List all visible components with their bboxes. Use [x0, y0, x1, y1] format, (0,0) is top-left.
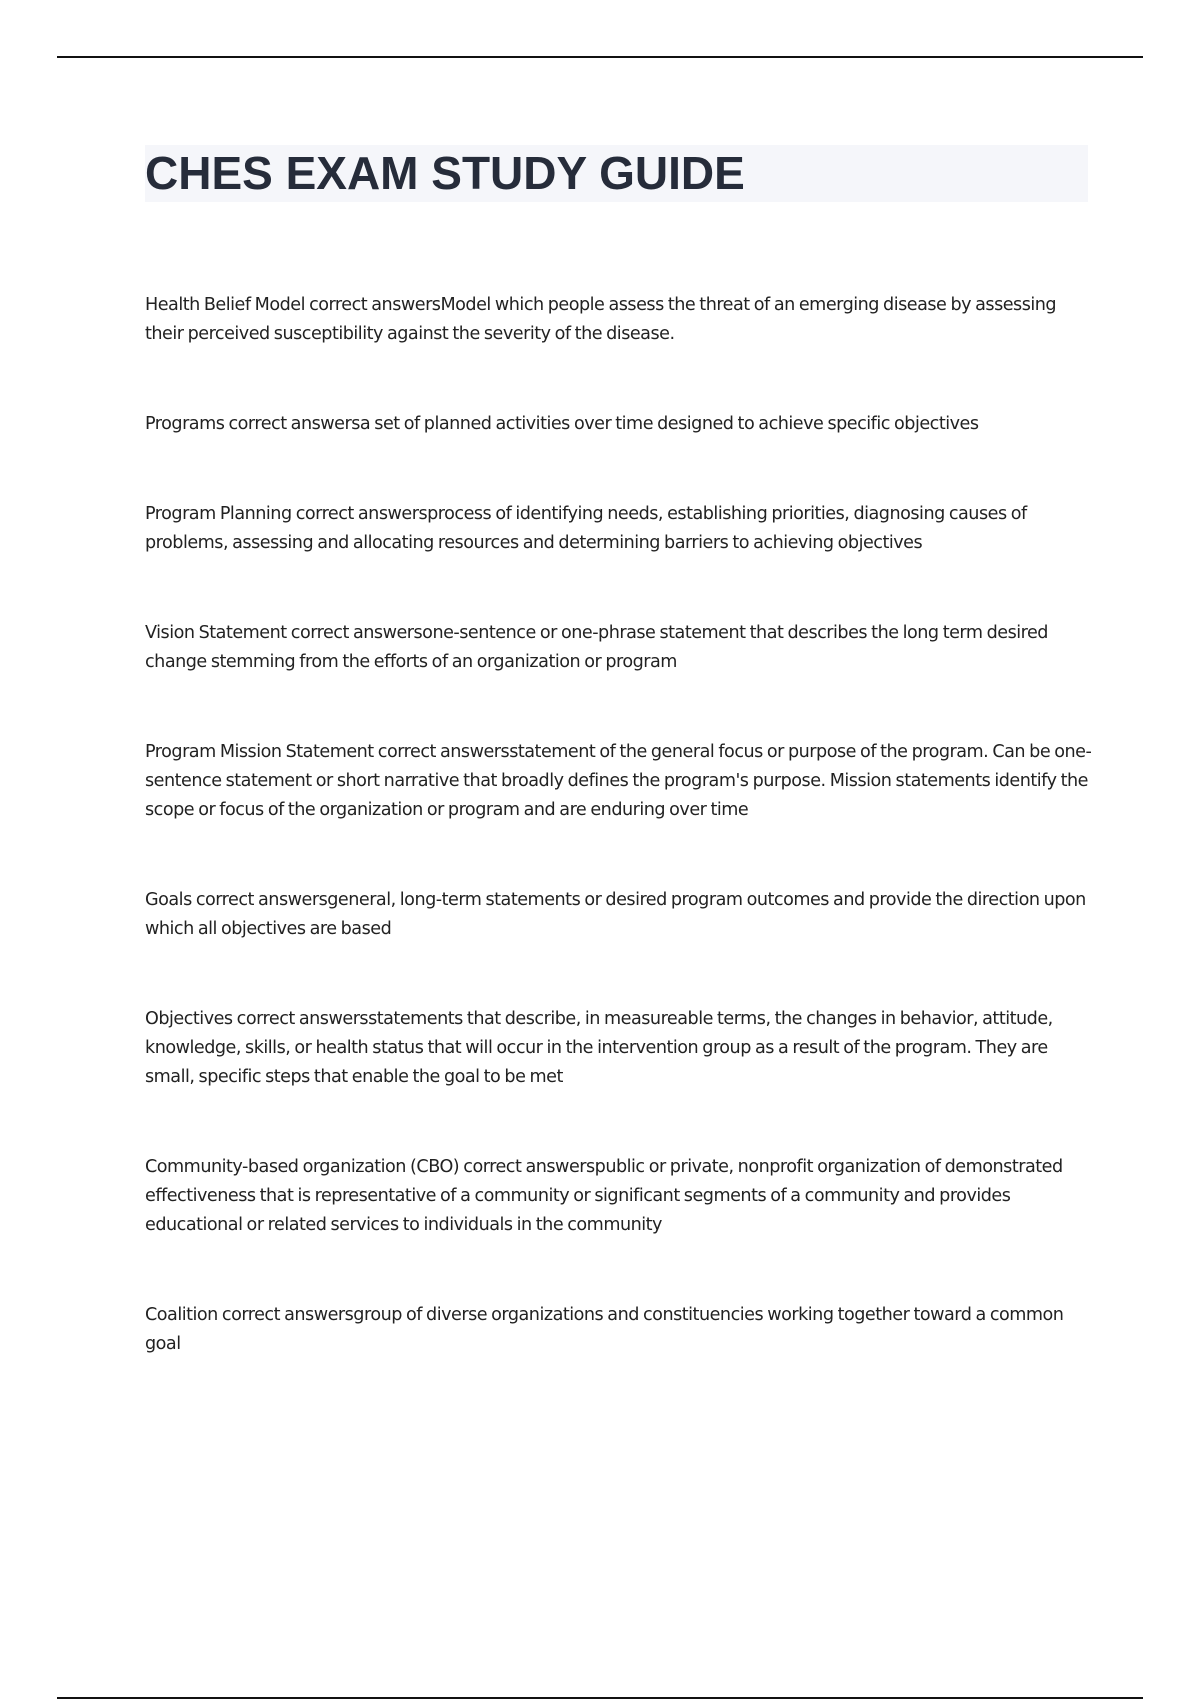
entry-objectives: Objectives correct answersstatements that describe, in measureable terms, the changes in behavior, attitude, knowledge, skills, or health status that will occur in the intervention group as a result of the program. They are small, specific steps that enable the goal to be met [145, 1009, 1053, 1087]
page-title: CHES EXAM STUDY GUIDE [145, 147, 745, 199]
study-entries [145, 291, 1095, 1420]
entry-coalition: Coalition correct answersgroup of diverse organizations and constituencies working together toward a common goal [145, 1305, 1064, 1354]
entry-health-belief-model: Health Belief Model correct answersModel which people assess the threat of an emerging disease by assessing their perceived susceptibility against the severity of the disease. [145, 295, 1057, 344]
entry-goals: Goals correct answersgeneral, long-term statements or desired program outcomes and provide the direction upon which all objectives are based [145, 890, 1086, 939]
bottom-divider [57, 1697, 1143, 1699]
top-divider [57, 56, 1143, 58]
entry-program-planning: Program Planning correct answersprocess of identifying needs, establishing priorities, diagnosing causes of problems, assessing and allocating resources and determining barriers to achieving objectives [145, 504, 1027, 553]
entry-program-mission-statement: Program Mission Statement correct answersstatement of the general focus or purpose of the program. Can be one-sentence statement or short narrative that broadly defines the program's purpose. Mission statements identify the scope or focus of the organization or program and are enduring over time [145, 742, 1092, 820]
entry-programs: Programs correct answersa set of planned activities over time designed to achieve specific objectives [145, 414, 979, 434]
entry-vision-statement: Vision Statement correct answersone-sentence or one-phrase statement that describes the long term desired change stemming from the efforts of an organization or program [145, 623, 1048, 672]
entry-community-based-organization: Community-based organization (CBO) correct answerspublic or private, nonprofit organization of demonstrated effectiveness that is representative of a community or significant segments of a community and provides educational or related services to individuals in the community [145, 1157, 1063, 1235]
